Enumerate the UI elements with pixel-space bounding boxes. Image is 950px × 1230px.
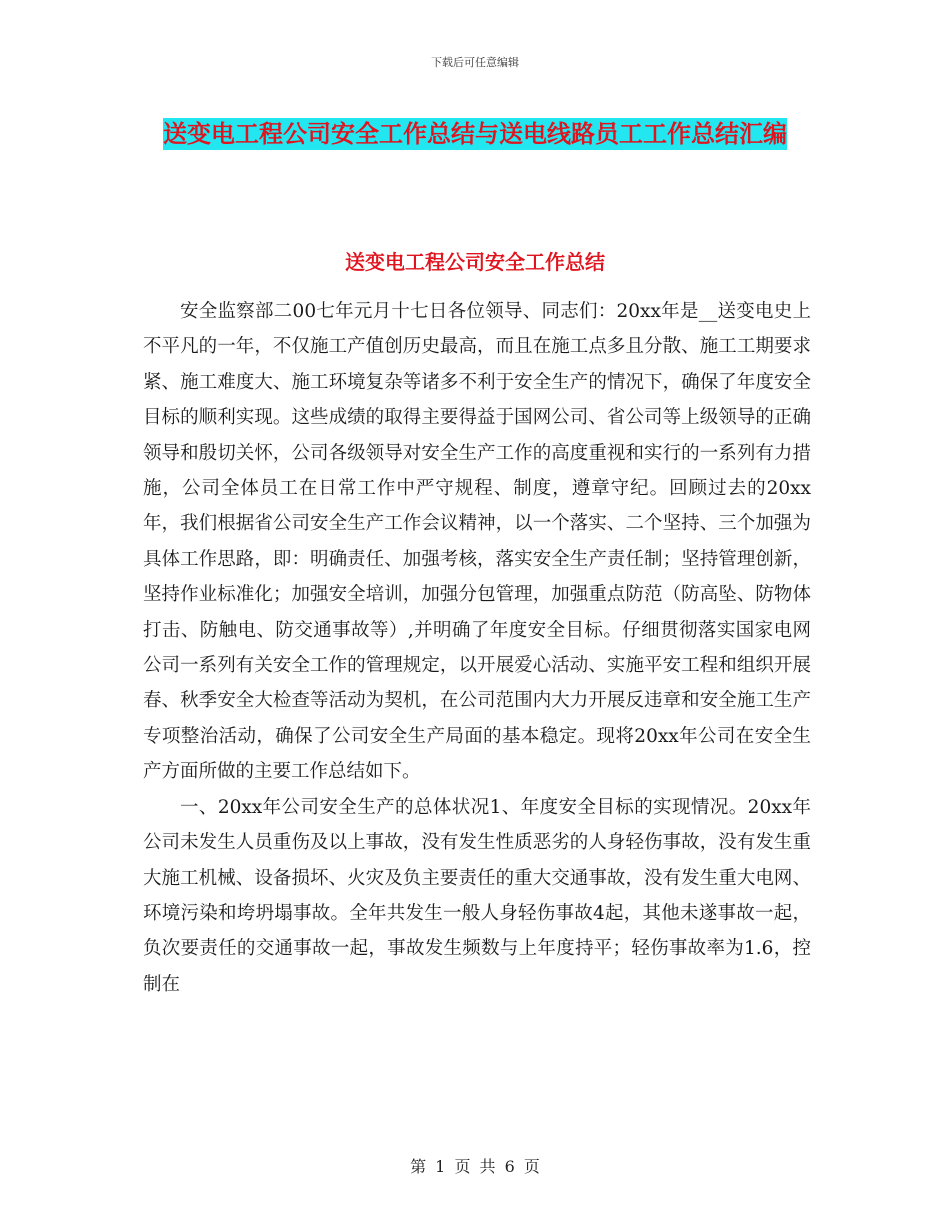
document-body [143, 294, 811, 1002]
paragraph: 安全监察部二00七年元月十七日各位领导、同志们：20xx年是__送变电史上不平凡的一年，不仅施工产值创历史最高，而且在施工点多且分散、施工工期要求紧、施工难度大、施工环境复杂等诸多不利于安全生产的情况下，确保了年度安全目标的顺利实现。这些成绩的取得主要得益于国网公司、省公司等上级领导的正确领导和殷切关怀，公司各级领导对安全生产工作的高度重视和实行的一系列有力措施，公司全体员工在日常工作中严守规程、制度，遵章守纪。回顾过去的20xx年，我们根据省公司安全生产工作会议精神，以一个落实、二个坚持、三个加强为具体工作思路，即：明确责任、加强考核，落实安全生产责任制；坚持管理创新，坚持作业标准化；加强安全培训，加强分包管理，加强重点防范（防高坠、防物体打击、防触电、防交通事故等）,并明确了年度安全目标。仔细贯彻落实国家电网公司一系列有关安全工作的管理规定，以开展爱心活动、实施平安工程和组织开展春、秋季安全大检查等活动为契机，在公司范围内大力开展反违章和安全施工生产专项整治活动，确保了公司安全生产局面的基本稳定。现将20xx年公司在安全生产方面所做的主要工作总结如下。 [143, 301, 811, 783]
header-note: 下载后可任意编辑 [431, 56, 519, 69]
paragraph: 一、20xx年公司安全生产的总体状况1、年度安全目标的实现情况。20xx年公司未发生人员重伤及以上事故，没有发生性质恶劣的人身轻伤事故，没有发生重大施工机械、设备损坏、火灾及负主要责任的重大交通事故，没有发生重大电网、环境污染和垮坍塌事故。全年共发生一般人身轻伤事故4起，其他未遂事故一起，负次要责任的交通事故一起，事故发生频数与上年度持平；轻伤事故率为1.6，控制在 [143, 796, 811, 995]
document-title-text: 送变电工程公司安全工作总结与送电线路员工工作总结汇编 [163, 120, 787, 148]
section-title: 送变电工程公司安全工作总结 [345, 250, 605, 274]
document-title [140, 108, 810, 160]
page-indicator: 第 1 页 共 6 页 [410, 1157, 540, 1176]
